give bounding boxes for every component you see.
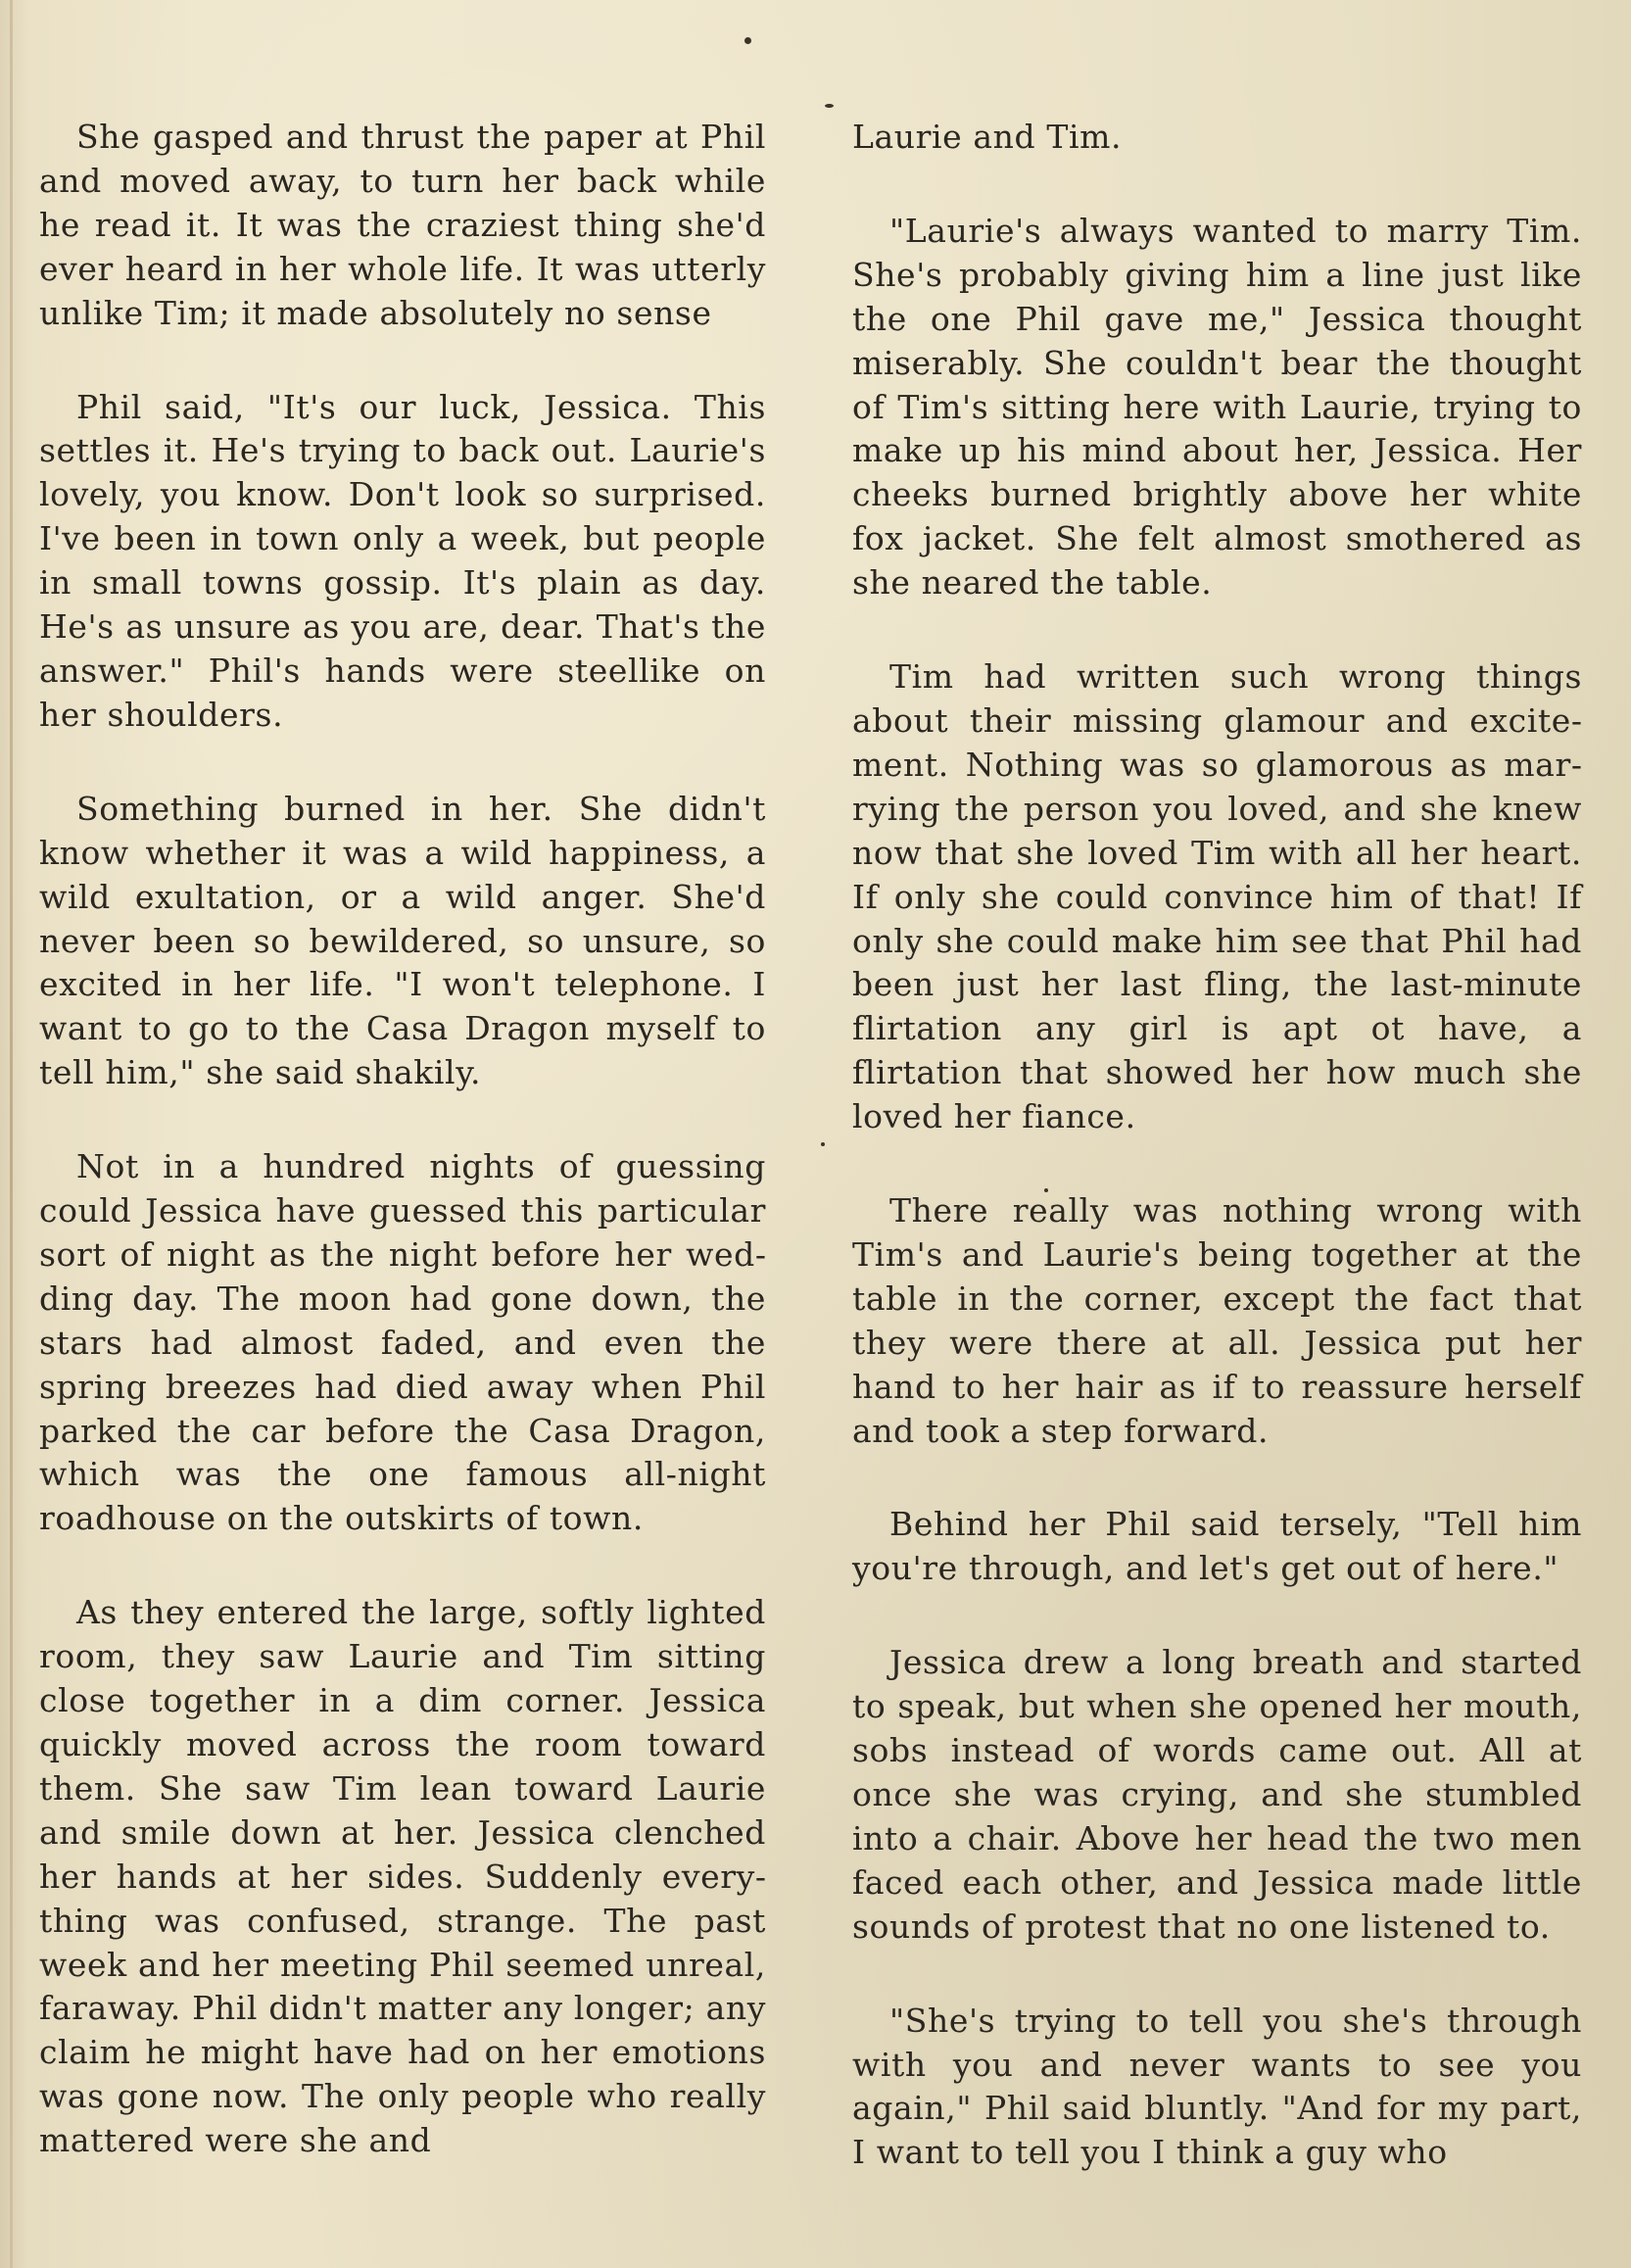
paragraph: As they entered the large, softly lighted room, they saw Laurie and Tim sitting close together in a dim corner. Jessica quickly moved across the room toward them. She saw Tim lean toward Laurie and smile down at her. Jessica clenched her hands at her sides. Suddenly everything was confused, strange. The past week and her meeting Phil seemed unreal, faraway. Phil didn't matter any longer; any claim he might have had on her emotions was gone now. The only people who really mattered were she and bbox=[39, 1593, 766, 2160]
paragraph: Not in a hundred nights of guessing could Jessica have guessed this particular sort of night as the night before her wedding day. The moon had gone down, the stars had almost faded, and even the spring breezes had died away when Phil parked the car before the Casa Dragon, which was the one famous all-night roadhouse on the outskirts of town. bbox=[39, 1147, 766, 1538]
paragraph: Behind her Phil said tersely, "Tell him you're through, and let's get out of here." bbox=[852, 1505, 1582, 1588]
print-speck bbox=[821, 1142, 825, 1146]
paragraph: Something burned in her. She didn't know whether it was a wild happiness, a wild exultation, or a wild anger. She'd never been so bewildered, so unsure, so excited in her life. "I won't telephone. I want to go to the Casa Dragon myself to tell him," she said shakily. bbox=[39, 789, 766, 1092]
paragraph-continued: Laurie and Tim. bbox=[852, 118, 1123, 156]
left-text-column bbox=[39, 116, 766, 2213]
page-edge-shadow bbox=[10, 0, 13, 2268]
paragraph: There really was nothing wrong with Tim's and Laurie's being together at the table in the corner, except the fact that they were there at all. Jessica put her hand to her hair as if to reassure herself and took a step forward. bbox=[852, 1191, 1582, 1450]
print-speck bbox=[744, 37, 751, 44]
paragraph: Tim had written such wrong things about their missing glamour and excitement. Nothing was so glamorous as marrying the person you loved, and she knew now that she loved Tim with all her heart. If only she could convince him of that! If only she could make him see that Phil had been just her last fling, the last-minute flirtation any girl is apt ot have, a flirtation that showed her how much she loved her fiance. bbox=[852, 657, 1582, 1136]
paragraph: "Laurie's always wanted to marry Tim. She's probably giving him a line just like the one Phil gave me," Jessica thought miserably. She couldn't bear the thought of Tim's sitting here with Laurie, trying to make up his mind about her, Jessica. Her cheeks burned brightly above her white fox jacket. She felt almost smothered as she neared the table. bbox=[852, 211, 1582, 603]
paragraph: "She's trying to tell you she's through with you and never wants to see you again," Phil said bluntly. "And for my part, I want to tell you I think a guy who bbox=[852, 2001, 1582, 2172]
right-text-column bbox=[852, 116, 1582, 2225]
paragraph: Phil said, "It's our luck, Jessica. This settles it. He's trying to back out. Laurie's lovely, you know. Don't look so surprised. I've been in town only a week, but people in small towns gossip. It's plain as day. He's as unsure as you are, dear. That's the answer." Phil's hands were steellike on her shoulders. bbox=[39, 387, 766, 734]
print-speck bbox=[825, 104, 834, 108]
paragraph: Jessica drew a long breath and started to speak, but when she opened her mouth, sobs instead of words came out. All at once she was crying, and she stumbled into a chair. Above her head the two men faced each other, and Jessica made little sounds of protest that no one listened to. bbox=[852, 1643, 1582, 1946]
paragraph: She gasped and thrust the paper at Phil and moved away, to turn her back while he read it. It was the craziest thing she'd ever heard in her whole life. It was utterly unlike Tim; it made absolutely no sense bbox=[39, 118, 766, 332]
